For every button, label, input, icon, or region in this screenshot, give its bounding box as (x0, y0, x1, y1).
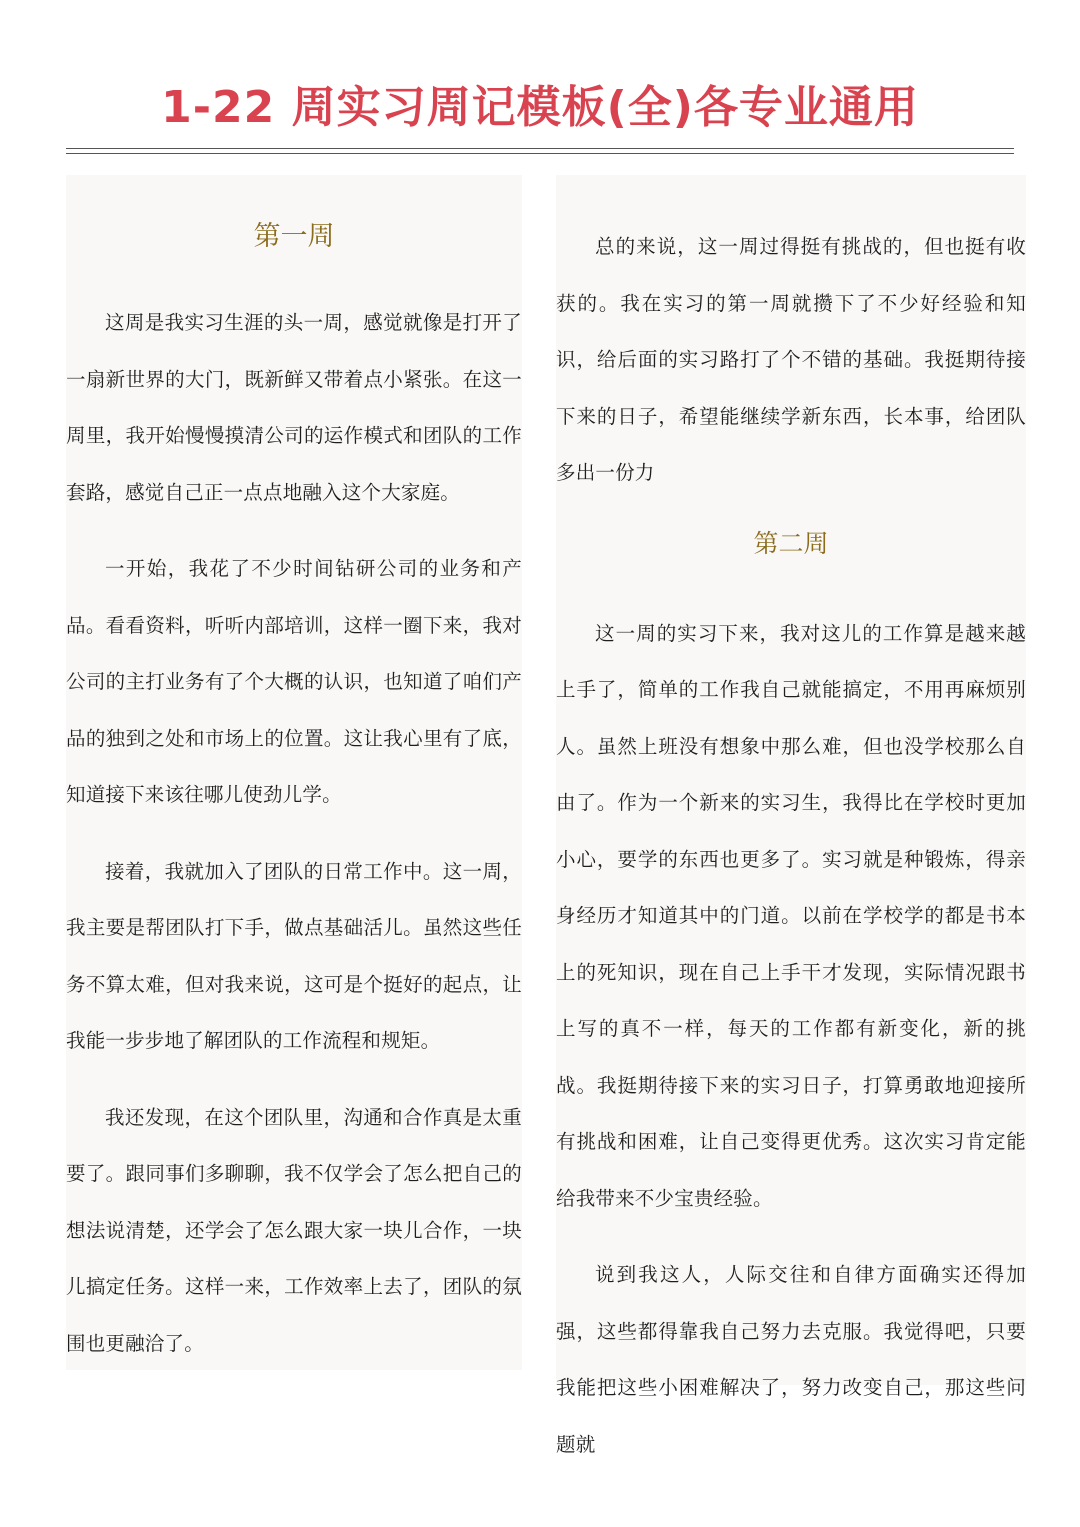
week-1-paragraph: 我还发现，在这个团队里，沟通和合作真是太重要了。跟同事们多聊聊，我不仅学会了怎么把自己的想法说清楚，还学会了怎么跟大家一块儿合作，一块儿搞定任务。这样一来，工作效率上去了，团队的氛围也更融洽了。 (66, 1105, 522, 1355)
right-column (556, 175, 1026, 1456)
week-1-paragraph: 接着，我就加入了团队的日常工作中。这一周，我主要是帮团队打下手，做点基础活儿。虽然这些任务不算太难，但对我来说，这可是个挺好的起点，让我能一步步地了解团队的工作流程和规矩。 (66, 859, 522, 1052)
left-column (66, 175, 522, 1370)
week-1-heading: 第一周 (253, 221, 335, 252)
page-title: 1-22 周实习周记模板(全)各专业通用 (161, 82, 919, 133)
title-divider (66, 148, 1014, 154)
week-1-paragraph: 一开始，我花了不少时间钻研公司的业务和产品。看看资料，听听内部培训，这样一圈下来，我对公司的主打业务有了个大概的认识，也知道了咱们产品的独到之处和市场上的位置。这让我心里有了底，知道接下来该往哪儿使劲儿学。 (66, 557, 522, 806)
week-1-summary-paragraph: 总的来说，这一周过得挺有挑战的，但也挺有收获的。我在实习的第一周就攒下了不少好经验和知识，给后面的实习路打了个不错的基础。我挺期待接下来的日子，希望能继续学新东西，长本事，给团队多出一份力 (556, 235, 1026, 484)
week-2-paragraph: 说到我这人，人际交往和自律方面确实还得加强，这些都得靠我自己努力去克服。我觉得吧，只要我能把这些小困难解决了，努力改变自己，那这些问题就 (556, 1263, 1026, 1456)
week-1-paragraph: 这周是我实习生涯的头一周，感觉就像是打开了一扇新世界的大门，既新鲜又带着点小紧张。在这一周里，我开始慢慢摸清公司的运作模式和团队的工作套路，感觉自己正一点点地融入这个大家庭。 (66, 311, 522, 504)
week-2-paragraph: 这一周的实习下来，我对这儿的工作算是越来越上手了，简单的工作我自己就能搞定，不用再麻烦别人。虽然上班没有想象中那么难，但也没学校那么自由了。作为一个新来的实习生，我得比在学校时更加小心，要学的东西也更多了。实习就是种锻炼，得亲身经历才知道其中的门道。以前在学校学的都是书本上的死知识，现在自己上手干才发现，实际情况跟书上写的真不一样，每天的工作都有新变化，新的挑战。我挺期待接下来的实习日子，打算勇敢地迎接所有挑战和困难，让自己变得更优秀。这次实习肯定能给我带来不少宝贵经验。 (556, 621, 1026, 1210)
week-2-heading: 第二周 (753, 528, 829, 558)
